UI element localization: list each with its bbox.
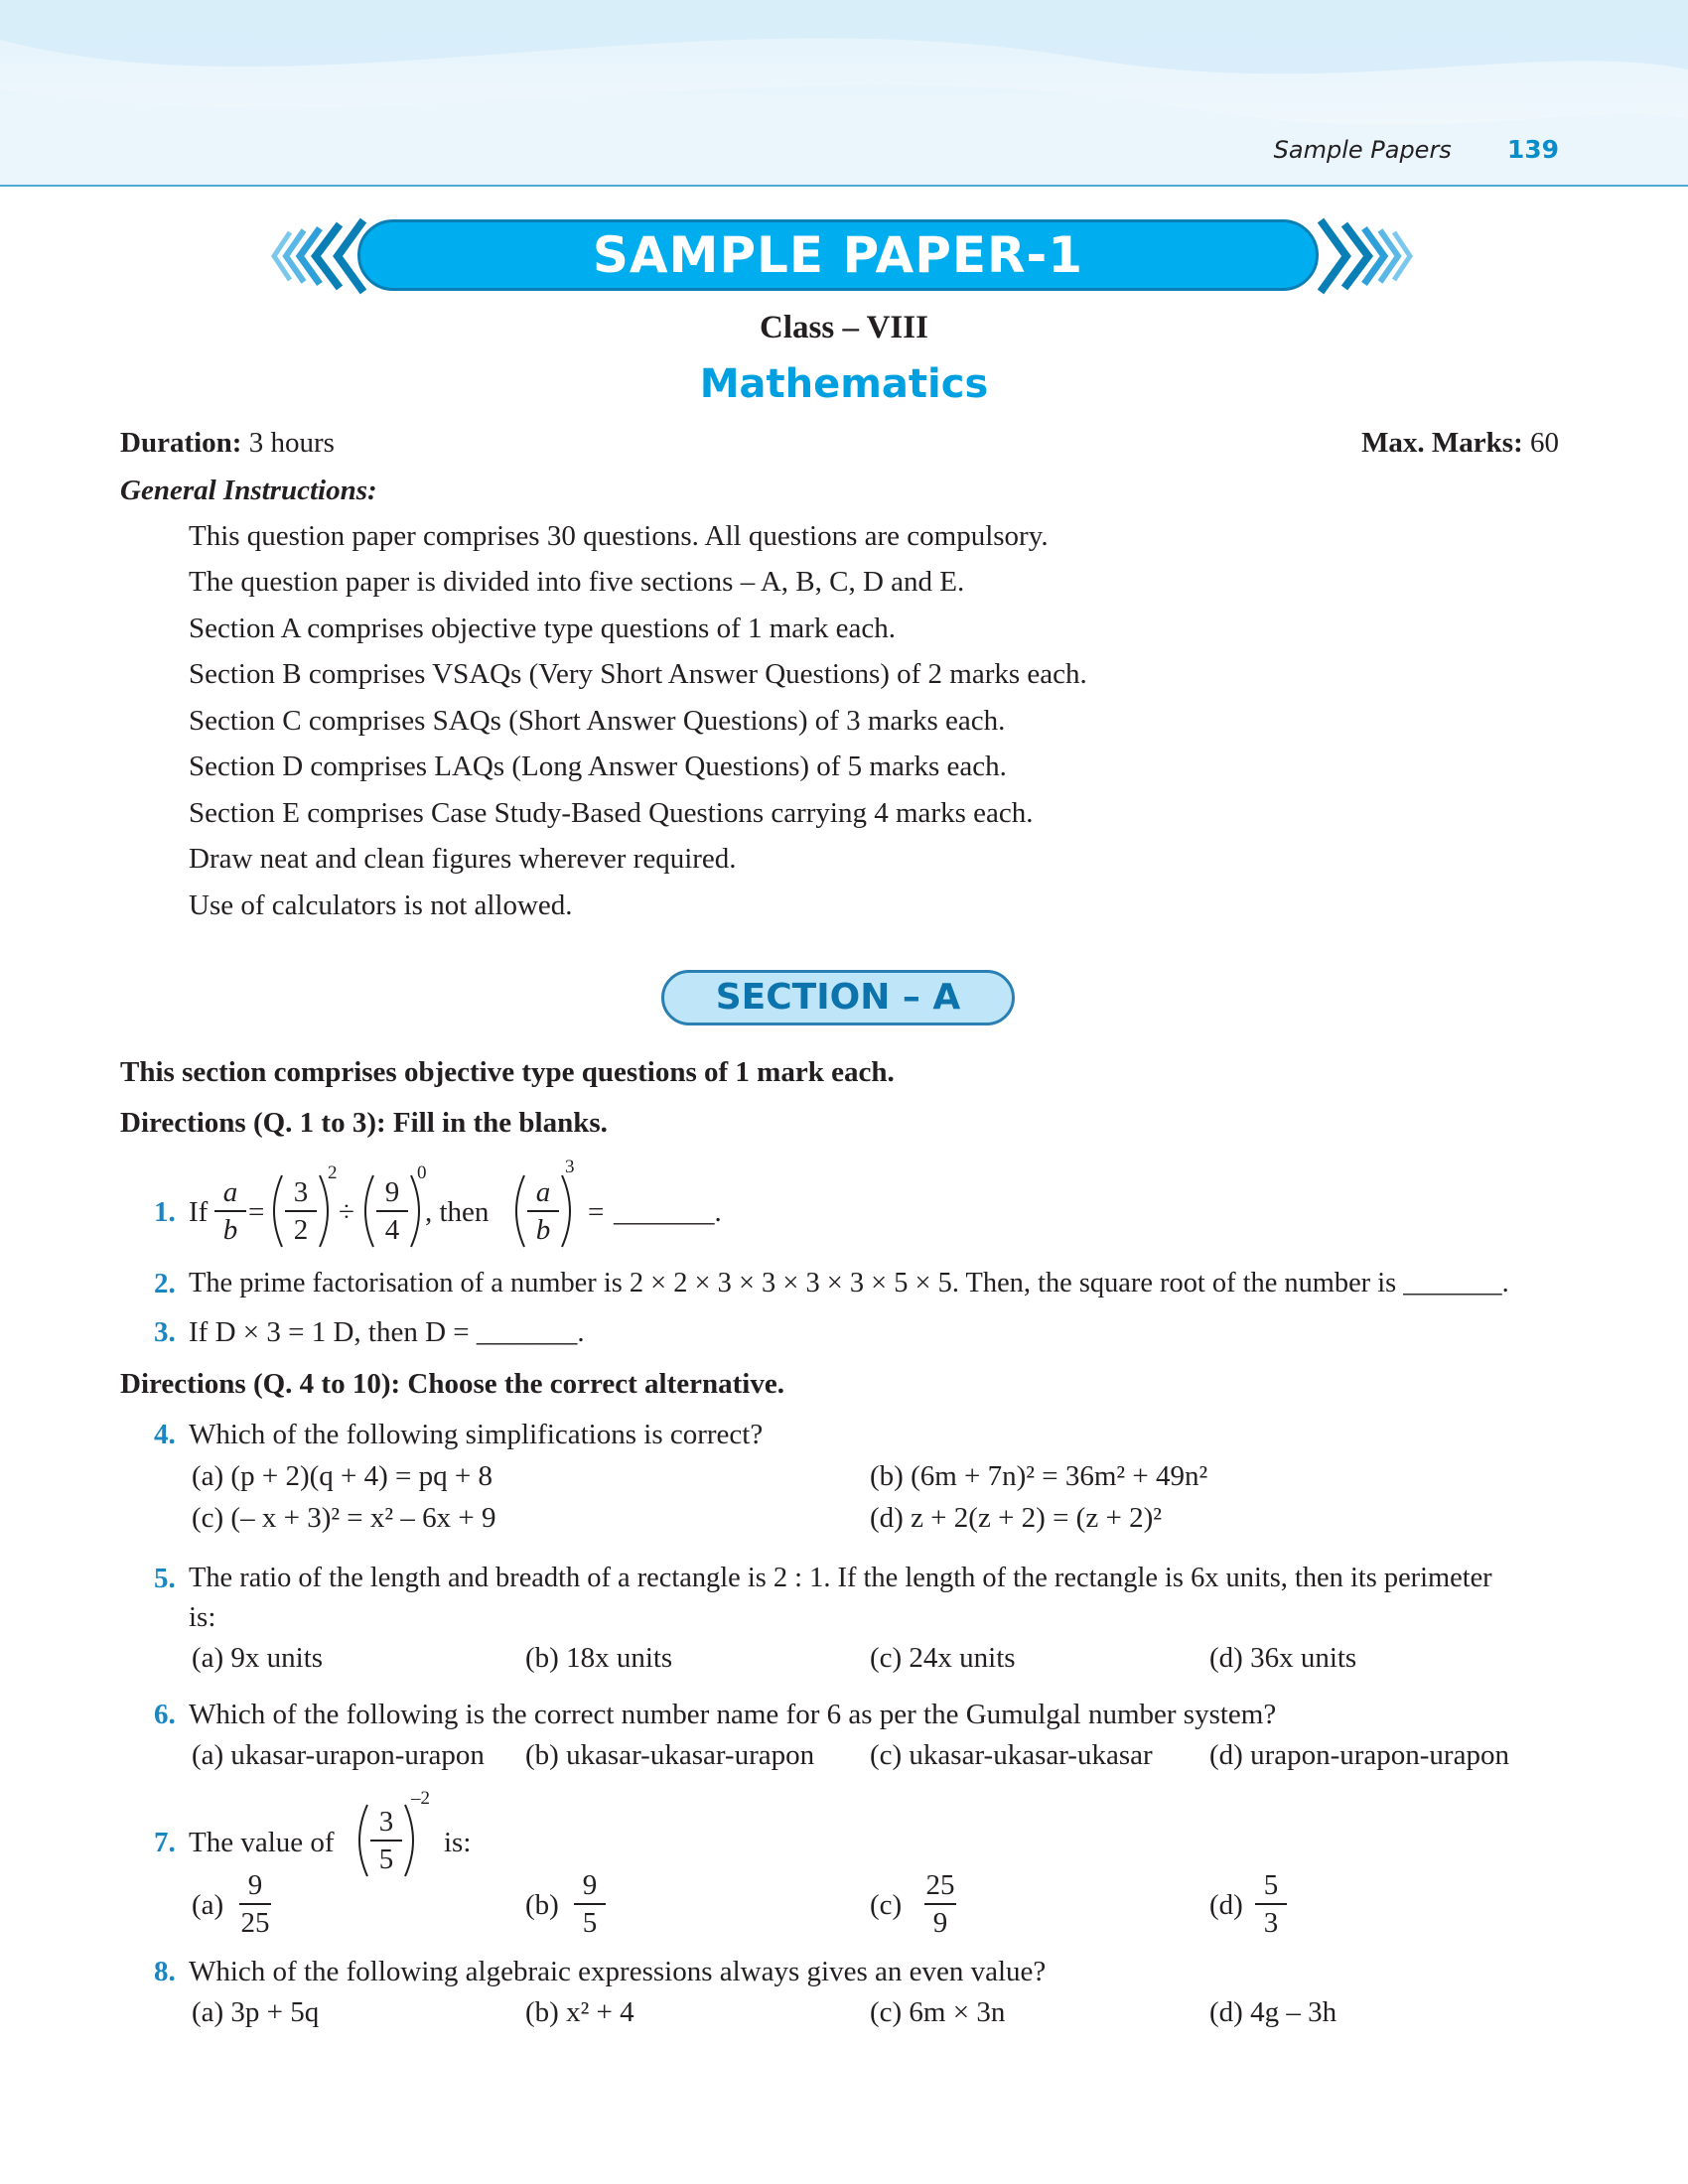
left-chevrons-icon [260,216,369,296]
option-a: (a) 3p + 5q [192,1996,320,2028]
option-b: (b) x² + 4 [525,1996,634,2028]
running-header [1274,135,1559,171]
paper-title: SAMPLE PAPER-1 [592,226,1084,284]
subject-title: Mathematics [699,361,989,407]
question-text: If D × 3 = 1 D, then D = _______. [189,1316,585,1348]
page-number: 139 [1506,135,1559,164]
q7-pre: The value of [189,1827,335,1858]
option-a-fraction: 9 25 [240,1869,270,1939]
question-text: The prime factorisation of a number is 2 × 2 × 3 × 3 × 3 × 3 × 5 × 5. Then, the square root of the number is _______. [189,1268,1509,1298]
option-b-fraction: 9 5 [570,1868,610,1940]
q7-post: is: [444,1827,472,1858]
class-line: Class – VIII [760,310,928,345]
instruction-text: The question paper is divided into five sections – A, B, C, D and E. [189,566,965,598]
q1-answer-blank: _______. [614,1196,722,1228]
option-c: (c) 6m × 3n [870,1996,1006,2028]
q1-equals-2: = [588,1196,605,1228]
q1-if: If [189,1196,209,1228]
instruction-text: Section B comprises VSAQs (Very Short Answer Questions) of 2 marks each. [189,658,1087,690]
instruction-text: Use of calculators is not allowed. [189,889,573,921]
q1-frac-3-over-2: 3 2 [281,1175,321,1247]
q1-then: , then [425,1196,490,1228]
option-c: (c) ukasar-ukasar-ukasar [870,1739,1153,1771]
instruction-text: Draw neat and clean figures wherever required. [189,843,737,875]
option-d-label: (d) [1209,1889,1243,1921]
option-a: (a) 9x units [192,1642,324,1674]
question-text: Which of the following is the correct number name for 6 as per the Gumulgal number system? [189,1699,1277,1730]
option-a: (a) (p + 2)(q + 4) = pq + 8 [192,1460,492,1492]
section-a-heading: SECTION – A [661,970,1015,1025]
question-text: Which of the following simplifications is correct? [189,1419,764,1450]
section-intro: This section comprises objective type questions of 1 mark each. [120,1056,895,1088]
question-number: 5. [154,1563,176,1594]
question-text: Which of the following algebraic expressions always gives an even value? [189,1956,1047,1987]
option-b: (b) ukasar-ukasar-urapon [525,1739,815,1771]
option-c-label: (c) [870,1889,903,1921]
paper-banner [260,216,1412,296]
max-marks-value: 60 [1530,427,1559,459]
option-d-fraction: 5 3 [1251,1868,1291,1940]
question-number: 4. [154,1419,176,1450]
option-b: (b) 18x units [525,1642,673,1674]
q1-frac-a-over-b: a b [211,1175,250,1247]
instruction-text: Section C comprises SAQs (Short Answer Questions) of 3 marks each. [189,705,1006,737]
running-title: Sample Papers [1273,136,1452,164]
option-b-label: (b) [525,1889,559,1921]
option-c: (c) 24x units [870,1642,1016,1674]
question-text-cont: is: [189,1601,216,1633]
option-d: (d) 36x units [1209,1642,1357,1674]
option-a-label: (a) [192,1889,224,1921]
max-marks [1361,427,1559,460]
max-marks-label: Max. Marks: [1361,427,1523,459]
instructions-heading: General Instructions: [120,475,377,506]
option-c: (c) (– x + 3)² = x² – 6x + 9 [192,1502,496,1534]
duration-value: 3 hours [248,427,335,459]
question-text: The ratio of the length and breadth of a rectangle is 2 : 1. If the length of the rectangle is 6x units, then its perimeter [189,1563,1492,1593]
directions-choose: Directions (Q. 4 to 10): Choose the correct alternative. [120,1368,784,1400]
option-b: (b) (6m + 7n)² = 36m² + 49n² [870,1460,1208,1492]
instruction-text: Section D comprises LAQs (Long Answer Questions) of 5 marks each. [189,751,1007,782]
q1-frac-9-over-4: 9 4 [372,1175,412,1247]
option-d: (d) urapon-urapon-urapon [1209,1739,1509,1771]
question-number: 1. [154,1196,176,1228]
option-a: (a) ukasar-urapon-urapon [192,1739,485,1771]
q7-frac-3-over-5: 3 5 [366,1805,406,1876]
option-d: (d) z + 2(z + 2) = (z + 2)² [870,1502,1162,1534]
question-number: 7. [154,1827,176,1858]
directions-fill-blanks: Directions (Q. 1 to 3): Fill in the blanks. [120,1107,608,1139]
option-c-fraction: 25 9 [925,1869,955,1939]
question-number: 8. [154,1956,176,1987]
duration [120,427,335,460]
instruction-text: This question paper comprises 30 questions. All questions are compulsory. [189,520,1049,552]
question-number: 6. [154,1699,176,1730]
right-chevrons-icon [1315,216,1424,296]
instruction-text: Section E comprises Case Study-Based Questions carrying 4 marks each. [189,797,1034,829]
instruction-text: Section A comprises objective type questions of 1 mark each. [189,613,896,644]
q1-frac-a-over-b-2: a b [523,1175,563,1247]
duration-label: Duration: [120,427,242,459]
q1-equals: = [248,1196,265,1228]
question-number: 3. [154,1316,176,1348]
q1-divide: ÷ [339,1196,354,1228]
option-d: (d) 4g – 3h [1209,1996,1337,2028]
question-number: 2. [154,1268,176,1299]
